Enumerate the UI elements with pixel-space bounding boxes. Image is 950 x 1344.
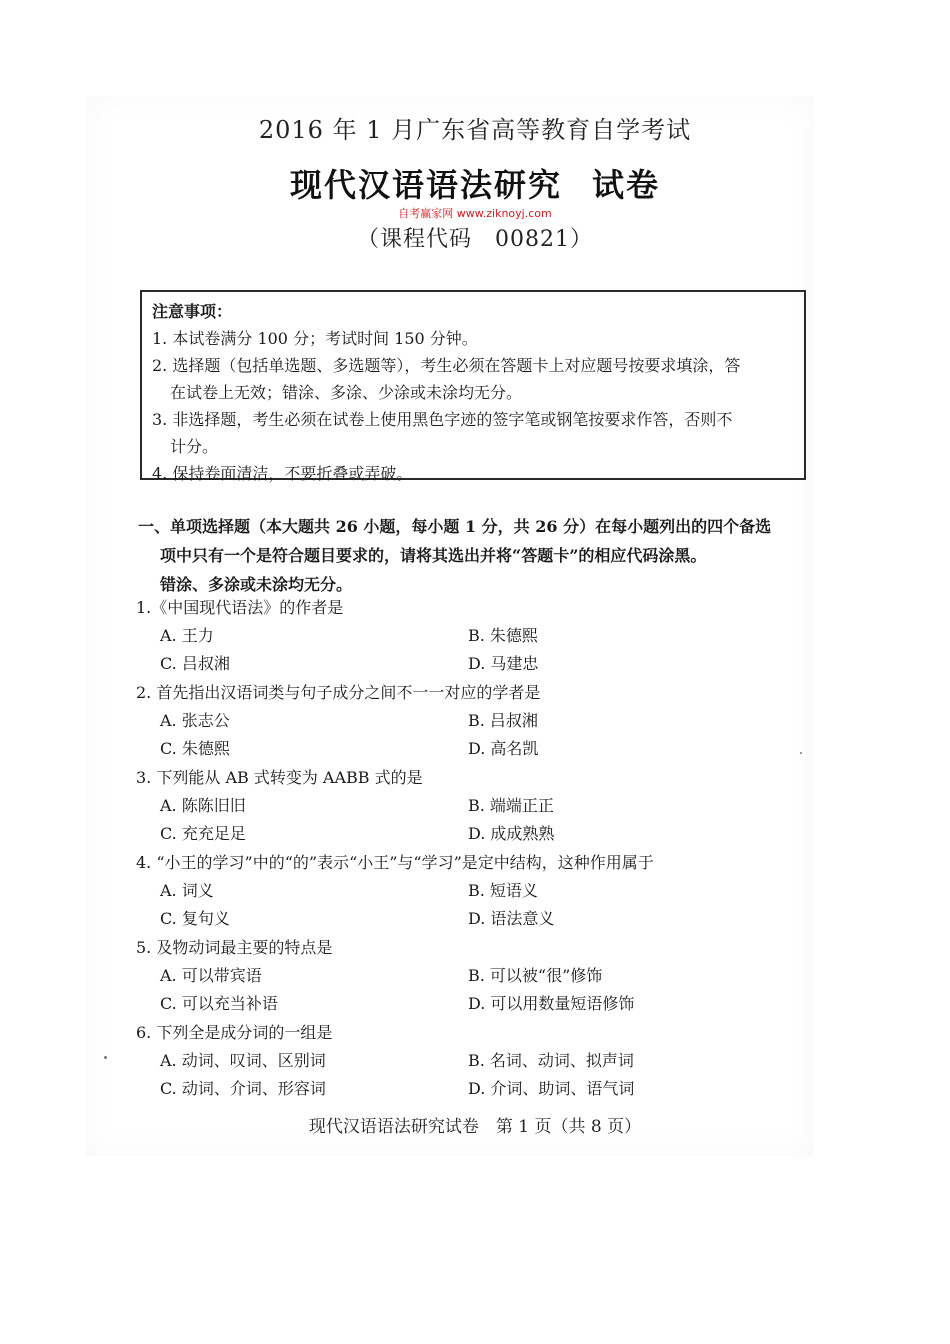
option-row	[136, 820, 816, 848]
paper-label: 试卷	[592, 166, 661, 204]
notice-item: 3. 非选择题，考生必须在试卷上使用黑色字迹的签字笔或钢笔按要求作答，否则不	[152, 410, 733, 429]
scan-speck	[800, 752, 802, 754]
option-d: D. 高名凯	[468, 739, 539, 758]
option-b: B. 端端正正	[468, 796, 554, 815]
option-d: D. 语法意义	[468, 909, 555, 928]
option-c: C. 复句义	[160, 909, 230, 928]
option-d: D. 马建忠	[468, 654, 539, 673]
option-row	[136, 990, 816, 1018]
option-c: C. 朱德熙	[160, 739, 230, 758]
option-b: B. 短语义	[468, 881, 538, 900]
option-a: A. 可以带宾语	[160, 966, 262, 985]
section-heading-line: 项中只有一个是符合题目要求的，请将其选出并将“答题卡”的相应代码涂黑。	[160, 546, 707, 565]
notice-item: 2. 选择题（包括单选题、多选题等），考生必须在答题卡上对应题号按要求填涂，答	[152, 356, 741, 375]
notice-item: 4. 保持卷面清洁，不要折叠或弄破。	[152, 464, 413, 483]
option-b: B. 朱德熙	[468, 626, 538, 645]
exam-title: 2016 年 1 月广东省高等教育自学考试	[258, 116, 692, 144]
option-d: D. 成成熟熟	[468, 824, 555, 843]
notice-title: 注意事项：	[152, 302, 233, 321]
option-c: C. 充充足足	[160, 824, 246, 843]
question	[136, 848, 816, 933]
option-row	[136, 962, 816, 990]
option-row	[136, 735, 816, 763]
notice-box	[140, 290, 806, 483]
option-a: A. 张志公	[160, 711, 230, 730]
option-b: B. 名词、动词、拟声词	[468, 1051, 634, 1070]
section-heading-line: 错涂、多涂或未涂均无分。	[160, 575, 353, 594]
option-row	[136, 650, 816, 678]
section-heading-line: 一、单项选择题（本大题共 26 小题，每小题 1 分，共 26 分）在每小题列出的四个备选	[138, 517, 772, 536]
question	[136, 678, 816, 763]
option-d: D. 介词、助词、语气词	[468, 1079, 635, 1098]
question	[136, 933, 816, 1018]
question-stem: 3. 下列能从 AB 式转变为 AABB 式的是	[136, 768, 423, 787]
option-row	[136, 707, 816, 735]
option-c: C. 吕叔湘	[160, 654, 230, 673]
option-a: A. 王力	[160, 626, 214, 645]
option-a: A. 陈陈旧旧	[160, 796, 246, 815]
notice-item: 1. 本试卷满分 100 分；考试时间 150 分钟。	[152, 329, 478, 348]
subject-name: 现代汉语语法研究	[289, 166, 562, 204]
question-stem: 5. 及物动词最主要的特点是	[136, 938, 333, 957]
question	[136, 593, 816, 678]
option-row	[136, 1075, 816, 1103]
option-row	[136, 905, 816, 933]
question-stem: 2. 首先指出汉语词类与句子成分之间不一一对应的学者是	[136, 683, 541, 702]
option-a: A. 词义	[160, 881, 214, 900]
question-stem: 6. 下列全是成分词的一组是	[136, 1023, 333, 1042]
option-d: D. 可以用数量短语修饰	[468, 994, 635, 1013]
paper-title	[0, 160, 950, 206]
page-footer: 现代汉语语法研究试卷 第 1 页（共 8 页）	[308, 1117, 642, 1137]
question	[136, 763, 816, 848]
notice-item-continued: 计分。	[170, 437, 219, 456]
watermark: 自考赢家网 www.ziknoyj.com	[398, 207, 552, 220]
option-b: B. 可以被“很”修饰	[468, 966, 603, 985]
option-row	[136, 792, 816, 820]
option-row	[136, 877, 816, 905]
option-c: C. 可以充当补语	[160, 994, 278, 1013]
question-stem: 1.《中国现代语法》的作者是	[136, 598, 344, 617]
section-heading	[138, 512, 818, 599]
question	[136, 1018, 816, 1103]
option-c: C. 动词、介词、形容词	[160, 1079, 326, 1098]
notice-item-continued: 在试卷上无效；错涂、多涂、少涂或未涂均无分。	[170, 383, 523, 402]
option-b: B. 吕叔湘	[468, 711, 538, 730]
course-code: （课程代码 00821）	[357, 227, 593, 252]
scan-speck	[104, 1056, 107, 1059]
question-stem: 4. “小王的学习”中的“的”表示“小王”与“学习”是定中结构，这种作用属于	[136, 853, 654, 872]
option-row	[136, 622, 816, 650]
option-row	[136, 1047, 816, 1075]
option-a: A. 动词、叹词、区别词	[160, 1051, 326, 1070]
question-list	[136, 593, 816, 1103]
